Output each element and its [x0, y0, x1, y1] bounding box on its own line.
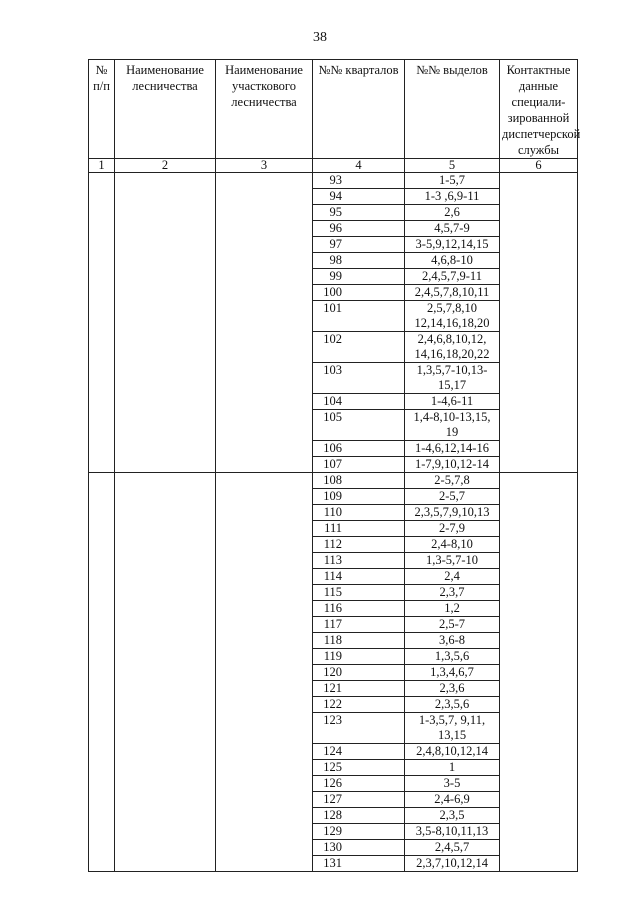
kvartal-cell: 116: [313, 601, 405, 617]
empty-cell-number: [89, 633, 115, 649]
kvartal-cell: 102: [313, 332, 405, 363]
empty-cell-number: [89, 505, 115, 521]
table-row: [89, 776, 578, 792]
empty-cell-number: [89, 792, 115, 808]
empty-cell-forestry: [115, 253, 216, 269]
vydely-cell: 2,4: [405, 569, 500, 585]
empty-cell-forestry: [115, 553, 216, 569]
kvartal-cell: 114: [313, 569, 405, 585]
column-number: 2: [115, 159, 216, 173]
header-cell: Наименование участкового лесничества: [216, 60, 313, 159]
empty-cell-number: [89, 221, 115, 237]
empty-cell-district: [216, 808, 313, 824]
vydely-cell: 2-5,7,8: [405, 473, 500, 489]
table-row: [89, 205, 578, 221]
empty-cell-forestry: [115, 269, 216, 285]
empty-cell-forestry: [115, 521, 216, 537]
vydely-cell: 2-7,9: [405, 521, 500, 537]
vydely-cell: 3,5-8,10,11,13: [405, 824, 500, 840]
empty-cell-number: [89, 840, 115, 856]
table-row: [89, 808, 578, 824]
header-cell: Контактные данные специали-зированной диспетчерской службы: [500, 60, 578, 159]
column-number: 3: [216, 159, 313, 173]
empty-cell-district: [216, 569, 313, 585]
empty-cell-forestry: [115, 665, 216, 681]
empty-cell-forestry: [115, 792, 216, 808]
vydely-cell: 2,3,7,10,12,14: [405, 856, 500, 872]
kvartal-cell: 95: [313, 205, 405, 221]
table-row: [89, 489, 578, 505]
empty-cell-forestry: [115, 617, 216, 633]
empty-cell-district: [216, 697, 313, 713]
table-row: [89, 681, 578, 697]
empty-cell-number: [89, 173, 115, 189]
empty-cell-number: [89, 856, 115, 872]
table-row: [89, 285, 578, 301]
table-row: [89, 363, 578, 394]
empty-cell-forestry: [115, 760, 216, 776]
vydely-cell: 1,3,4,6,7: [405, 665, 500, 681]
empty-cell-number: [89, 665, 115, 681]
vydely-cell: 3-5: [405, 776, 500, 792]
empty-cell-number: [89, 537, 115, 553]
empty-cell-number: [89, 569, 115, 585]
empty-cell-district: [216, 489, 313, 505]
empty-cell-district: [216, 601, 313, 617]
kvartal-cell: 106: [313, 441, 405, 457]
table-row: [89, 457, 578, 473]
empty-cell-district: [216, 553, 313, 569]
table-row: [89, 744, 578, 760]
empty-cell-contacts: [500, 489, 578, 505]
kvartal-cell: 93: [313, 173, 405, 189]
empty-cell-district: [216, 521, 313, 537]
table-row: [89, 824, 578, 840]
empty-cell-district: [216, 665, 313, 681]
empty-cell-forestry: [115, 681, 216, 697]
table-row: [89, 697, 578, 713]
empty-cell-forestry: [115, 173, 216, 189]
kvartal-cell: 94: [313, 189, 405, 205]
empty-cell-forestry: [115, 394, 216, 410]
empty-cell-district: [216, 792, 313, 808]
empty-cell-contacts: [500, 665, 578, 681]
empty-cell-forestry: [115, 649, 216, 665]
table-row: [89, 713, 578, 744]
empty-cell-forestry: [115, 505, 216, 521]
empty-cell-number: [89, 473, 115, 489]
empty-cell-contacts: [500, 221, 578, 237]
empty-cell-contacts: [500, 808, 578, 824]
empty-cell-number: [89, 617, 115, 633]
empty-cell-district: [216, 173, 313, 189]
table-row: [89, 441, 578, 457]
table-row: [89, 394, 578, 410]
empty-cell-contacts: [500, 457, 578, 473]
vydely-cell: 2,4,5,7,8,10,11: [405, 285, 500, 301]
empty-cell-contacts: [500, 410, 578, 441]
empty-cell-contacts: [500, 553, 578, 569]
empty-cell-forestry: [115, 332, 216, 363]
empty-cell-forestry: [115, 601, 216, 617]
vydely-cell: 1: [405, 760, 500, 776]
kvartal-cell: 103: [313, 363, 405, 394]
table-body: [89, 60, 581, 872]
kvartal-cell: 96: [313, 221, 405, 237]
empty-cell-contacts: [500, 697, 578, 713]
vydely-cell: 1,2: [405, 601, 500, 617]
vydely-cell: 4,5,7-9: [405, 221, 500, 237]
empty-cell-number: [89, 713, 115, 744]
empty-cell-district: [216, 776, 313, 792]
table-row: [89, 585, 578, 601]
table-row: [89, 601, 578, 617]
vydely-cell: 2,3,7: [405, 585, 500, 601]
empty-cell-forestry: [115, 776, 216, 792]
empty-cell-forestry: [115, 457, 216, 473]
column-number: 1: [89, 159, 115, 173]
empty-cell-contacts: [500, 441, 578, 457]
forestry-table: [88, 59, 581, 872]
header-cell: № п/п: [89, 60, 115, 159]
vydely-cell: 1,3,5,6: [405, 649, 500, 665]
kvartal-cell: 128: [313, 808, 405, 824]
kvartal-cell: 100: [313, 285, 405, 301]
kvartal-cell: 120: [313, 665, 405, 681]
vydely-cell: 1-7,9,10,12-14: [405, 457, 500, 473]
empty-cell-district: [216, 441, 313, 457]
vydely-cell: 2,4-6,9: [405, 792, 500, 808]
kvartal-cell: 127: [313, 792, 405, 808]
kvartal-cell: 101: [313, 301, 405, 332]
table-row: [89, 332, 578, 363]
header-cell: №№ кварталов: [313, 60, 405, 159]
empty-cell-district: [216, 633, 313, 649]
vydely-cell: 2,4,8,10,12,14: [405, 744, 500, 760]
empty-cell-contacts: [500, 332, 578, 363]
kvartal-cell: 105: [313, 410, 405, 441]
empty-cell-contacts: [500, 505, 578, 521]
empty-cell-number: [89, 253, 115, 269]
vydely-cell: 1-4,6,12,14-16: [405, 441, 500, 457]
empty-cell-contacts: [500, 649, 578, 665]
empty-cell-district: [216, 840, 313, 856]
empty-cell-contacts: [500, 792, 578, 808]
kvartal-cell: 108: [313, 473, 405, 489]
empty-cell-contacts: [500, 189, 578, 205]
empty-cell-district: [216, 649, 313, 665]
kvartal-cell: 119: [313, 649, 405, 665]
empty-cell-contacts: [500, 253, 578, 269]
empty-cell-contacts: [500, 269, 578, 285]
vydely-cell: 4,6,8-10: [405, 253, 500, 269]
empty-cell-district: [216, 617, 313, 633]
vydely-cell: 2,4,5,7: [405, 840, 500, 856]
vydely-cell: 2,4-8,10: [405, 537, 500, 553]
empty-cell-contacts: [500, 856, 578, 872]
empty-cell-forestry: [115, 585, 216, 601]
table-row: [89, 617, 578, 633]
empty-cell-number: [89, 410, 115, 441]
kvartal-cell: 112: [313, 537, 405, 553]
empty-cell-number: [89, 601, 115, 617]
empty-cell-forestry: [115, 808, 216, 824]
kvartal-cell: 126: [313, 776, 405, 792]
vydely-cell: 2-5,7: [405, 489, 500, 505]
table-row: [89, 473, 578, 489]
table-row: [89, 537, 578, 553]
empty-cell-number: [89, 808, 115, 824]
vydely-cell: 3,6-8: [405, 633, 500, 649]
kvartal-cell: 117: [313, 617, 405, 633]
empty-cell-contacts: [500, 394, 578, 410]
table-row: [89, 792, 578, 808]
empty-cell-contacts: [500, 521, 578, 537]
empty-cell-forestry: [115, 633, 216, 649]
empty-cell-contacts: [500, 744, 578, 760]
table-row: [89, 553, 578, 569]
kvartal-cell: 113: [313, 553, 405, 569]
vydely-cell: 2,6: [405, 205, 500, 221]
empty-cell-district: [216, 410, 313, 441]
kvartal-cell: 124: [313, 744, 405, 760]
header-cell: №№ выделов: [405, 60, 500, 159]
empty-cell-district: [216, 301, 313, 332]
empty-cell-forestry: [115, 569, 216, 585]
empty-cell-forestry: [115, 744, 216, 760]
empty-cell-contacts: [500, 237, 578, 253]
empty-cell-contacts: [500, 363, 578, 394]
empty-cell-number: [89, 681, 115, 697]
empty-cell-number: [89, 205, 115, 221]
vydely-cell: 1-3,5,7, 9,11, 13,15: [405, 713, 500, 744]
empty-cell-forestry: [115, 441, 216, 457]
table-row: [89, 221, 578, 237]
empty-cell-contacts: [500, 285, 578, 301]
kvartal-cell: 104: [313, 394, 405, 410]
table-row: [89, 173, 578, 189]
empty-cell-number: [89, 269, 115, 285]
kvartal-cell: 115: [313, 585, 405, 601]
empty-cell-forestry: [115, 410, 216, 441]
empty-cell-contacts: [500, 713, 578, 744]
empty-cell-number: [89, 776, 115, 792]
empty-cell-contacts: [500, 681, 578, 697]
empty-cell-number: [89, 649, 115, 665]
empty-cell-forestry: [115, 473, 216, 489]
empty-cell-district: [216, 457, 313, 473]
empty-cell-forestry: [115, 697, 216, 713]
empty-cell-district: [216, 332, 313, 363]
empty-cell-district: [216, 744, 313, 760]
column-number: 4: [313, 159, 405, 173]
empty-cell-contacts: [500, 776, 578, 792]
vydely-cell: 1-3 ,6,9-11: [405, 189, 500, 205]
empty-cell-number: [89, 441, 115, 457]
empty-cell-forestry: [115, 489, 216, 505]
empty-cell-number: [89, 189, 115, 205]
empty-cell-contacts: [500, 601, 578, 617]
empty-cell-contacts: [500, 537, 578, 553]
empty-cell-district: [216, 760, 313, 776]
empty-cell-district: [216, 824, 313, 840]
empty-cell-contacts: [500, 633, 578, 649]
empty-cell-district: [216, 713, 313, 744]
table-row: [89, 569, 578, 585]
table-row: [89, 410, 578, 441]
empty-cell-contacts: [500, 473, 578, 489]
vydely-cell: 2,5,7,8,10 12,14,16,18,20: [405, 301, 500, 332]
empty-cell-contacts: [500, 840, 578, 856]
column-number-row: [89, 159, 578, 173]
empty-cell-number: [89, 285, 115, 301]
kvartal-cell: 99: [313, 269, 405, 285]
empty-cell-contacts: [500, 585, 578, 601]
empty-cell-number: [89, 489, 115, 505]
empty-cell-number: [89, 744, 115, 760]
kvartal-cell: 110: [313, 505, 405, 521]
empty-cell-district: [216, 681, 313, 697]
page-number: 38: [313, 30, 327, 45]
empty-cell-forestry: [115, 824, 216, 840]
table-row: [89, 237, 578, 253]
empty-cell-number: [89, 332, 115, 363]
kvartal-cell: 118: [313, 633, 405, 649]
vydely-cell: 1,4-8,10-13,15, 19: [405, 410, 500, 441]
empty-cell-district: [216, 221, 313, 237]
kvartal-cell: 109: [313, 489, 405, 505]
empty-cell-contacts: [500, 173, 578, 189]
empty-cell-number: [89, 457, 115, 473]
empty-cell-forestry: [115, 840, 216, 856]
kvartal-cell: 129: [313, 824, 405, 840]
empty-cell-number: [89, 363, 115, 394]
table-row: [89, 760, 578, 776]
empty-cell-district: [216, 237, 313, 253]
table-row: [89, 189, 578, 205]
column-number: 5: [405, 159, 500, 173]
table-row: [89, 649, 578, 665]
empty-cell-district: [216, 285, 313, 301]
kvartal-cell: 130: [313, 840, 405, 856]
empty-cell-contacts: [500, 205, 578, 221]
empty-cell-forestry: [115, 537, 216, 553]
empty-cell-district: [216, 363, 313, 394]
table-row: [89, 253, 578, 269]
vydely-cell: 1,3-5,7-10: [405, 553, 500, 569]
empty-cell-number: [89, 585, 115, 601]
vydely-cell: 1,3,5,7-10,13- 15,17: [405, 363, 500, 394]
vydely-cell: 1-4,6-11: [405, 394, 500, 410]
empty-cell-district: [216, 537, 313, 553]
table-row: [89, 665, 578, 681]
header-cell: Наименование лесничества: [115, 60, 216, 159]
table-row: [89, 521, 578, 537]
empty-cell-number: [89, 394, 115, 410]
empty-cell-forestry: [115, 237, 216, 253]
empty-cell-contacts: [500, 301, 578, 332]
kvartal-cell: 131: [313, 856, 405, 872]
vydely-cell: 2,3,5,6: [405, 697, 500, 713]
kvartal-cell: 97: [313, 237, 405, 253]
empty-cell-district: [216, 205, 313, 221]
kvartal-cell: 107: [313, 457, 405, 473]
table-row: [89, 840, 578, 856]
column-number: 6: [500, 159, 578, 173]
empty-cell-forestry: [115, 301, 216, 332]
empty-cell-forestry: [115, 285, 216, 301]
vydely-cell: 2,3,6: [405, 681, 500, 697]
kvartal-cell: 98: [313, 253, 405, 269]
empty-cell-district: [216, 253, 313, 269]
table-row: [89, 505, 578, 521]
empty-cell-district: [216, 269, 313, 285]
empty-cell-district: [216, 394, 313, 410]
empty-cell-district: [216, 856, 313, 872]
vydely-cell: 3-5,9,12,14,15: [405, 237, 500, 253]
table-row: [89, 856, 578, 872]
empty-cell-number: [89, 237, 115, 253]
empty-cell-forestry: [115, 363, 216, 394]
vydely-cell: 2,3,5: [405, 808, 500, 824]
vydely-cell: 1-5,7: [405, 173, 500, 189]
empty-cell-number: [89, 521, 115, 537]
kvartal-cell: 121: [313, 681, 405, 697]
vydely-cell: 2,4,5,7,9-11: [405, 269, 500, 285]
empty-cell-number: [89, 553, 115, 569]
empty-cell-forestry: [115, 189, 216, 205]
empty-cell-number: [89, 301, 115, 332]
empty-cell-contacts: [500, 824, 578, 840]
header-row: [89, 60, 578, 159]
empty-cell-number: [89, 760, 115, 776]
kvartal-cell: 125: [313, 760, 405, 776]
empty-cell-contacts: [500, 617, 578, 633]
table-row: [89, 269, 578, 285]
empty-cell-contacts: [500, 569, 578, 585]
empty-cell-district: [216, 473, 313, 489]
empty-cell-district: [216, 585, 313, 601]
kvartal-cell: 111: [313, 521, 405, 537]
empty-cell-district: [216, 189, 313, 205]
empty-cell-forestry: [115, 713, 216, 744]
empty-cell-forestry: [115, 205, 216, 221]
empty-cell-number: [89, 697, 115, 713]
empty-cell-contacts: [500, 760, 578, 776]
empty-cell-forestry: [115, 856, 216, 872]
empty-cell-number: [89, 824, 115, 840]
table-row: [89, 301, 578, 332]
kvartal-cell: 123: [313, 713, 405, 744]
vydely-cell: 2,5-7: [405, 617, 500, 633]
kvartal-cell: 122: [313, 697, 405, 713]
empty-cell-forestry: [115, 221, 216, 237]
empty-cell-district: [216, 505, 313, 521]
vydely-cell: 2,3,5,7,9,10,13: [405, 505, 500, 521]
table-row: [89, 633, 578, 649]
vydely-cell: 2,4,6,8,10,12, 14,16,18,20,22: [405, 332, 500, 363]
